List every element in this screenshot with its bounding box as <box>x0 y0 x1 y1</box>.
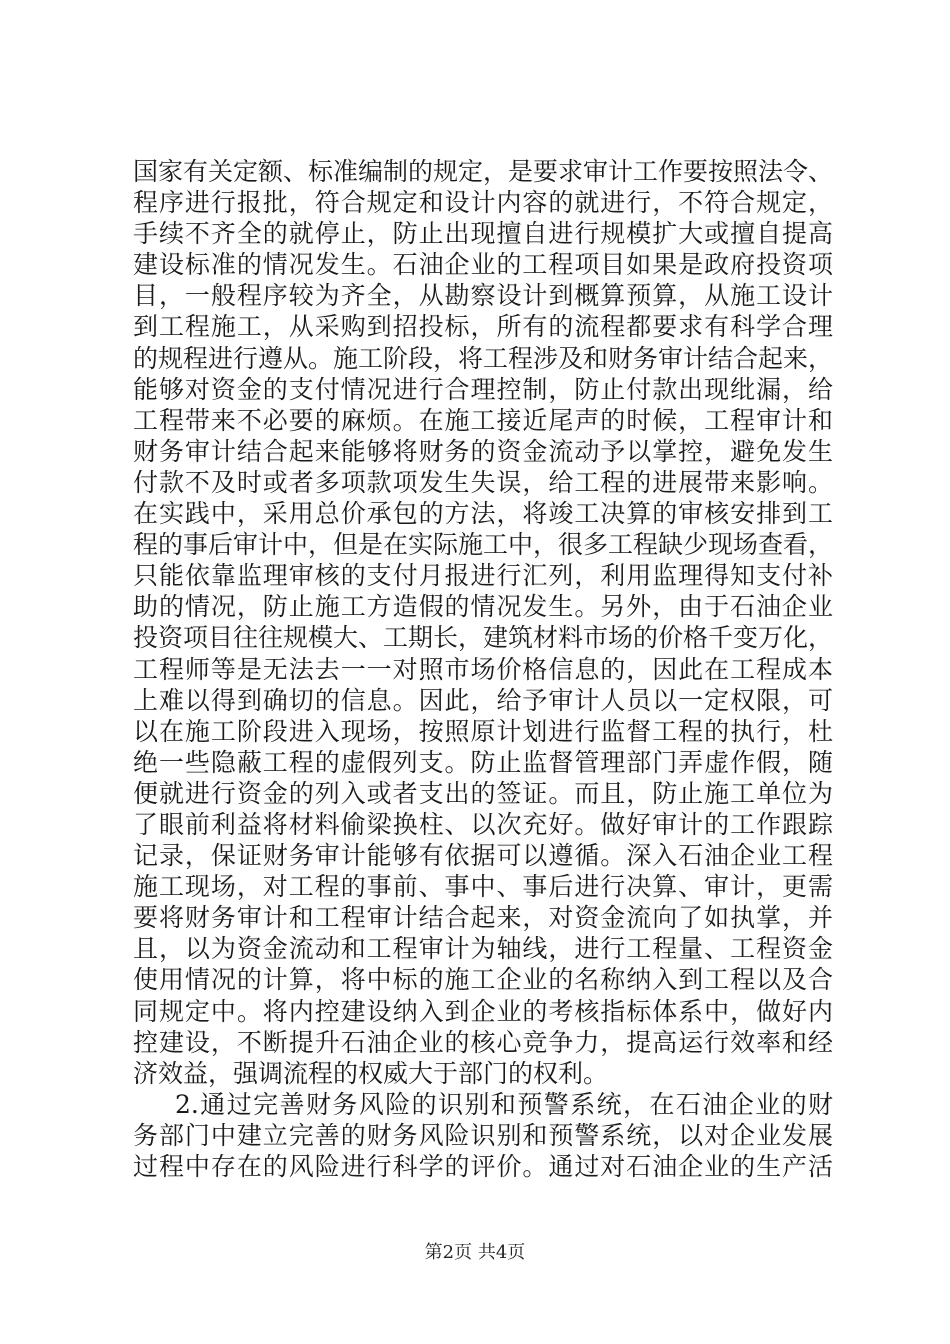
text-line: 要将财务审计和工程审计结合起来，对资金流向了如执掌，并 <box>133 903 833 933</box>
text-line: 工程带来不必要的麻烦。在施工接近尾声的时候，工程审计和 <box>133 405 833 435</box>
body-text <box>133 156 833 1182</box>
text-line: 能够对资金的支付情况进行合理控制，防止付款出现纰漏，给 <box>133 374 833 404</box>
text-line: 在实践中，采用总价承包的方法，将竣工决算的审核安排到工 <box>133 499 833 529</box>
text-line: 财务审计结合起来能够将财务的资金流动予以掌控，避免发生 <box>133 436 833 466</box>
text-line: 国家有关定额、标准编制的规定，是要求审计工作要按照法令、 <box>133 157 833 186</box>
text-line: 建设标准的情况发生。石油企业的工程项目如果是政府投资项 <box>133 250 833 280</box>
text-line: 助的情况，防止施工方造假的情况发生。另外，由于石油企业 <box>133 592 833 622</box>
text-line: 目，一般程序较为齐全，从勘察设计到概算预算，从施工设计 <box>133 281 833 311</box>
text-line: 控建设，不断提升石油企业的核心竞争力，提高运行效率和经 <box>133 1027 833 1057</box>
text-line: 上难以得到确切的信息。因此，给予审计人员以一定权限，可 <box>133 685 833 715</box>
text-line: 程序进行报批，符合规定和设计内容的就进行，不符合规定， <box>133 188 833 218</box>
text-line: 付款不及时或者多项款项发生失误，给工程的进展带来影响。 <box>133 467 833 497</box>
text-line: 施工现场，对工程的事前、事中、事后进行决算、审计，更需 <box>133 872 833 902</box>
text-line: 工程师等是无法去一一对照市场价格信息的，因此在工程成本 <box>133 654 833 684</box>
text-line: 只能依靠监理审核的支付月报进行汇列，利用监理得知支付补 <box>133 561 833 591</box>
text-line: 务部门中建立完善的财务风险识别和预警系统，以对企业发展 <box>133 1120 833 1150</box>
text-line: 投资项目往往规模大、工期长，建筑材料市场的价格千变万化， <box>133 623 833 653</box>
text-line: 过程中存在的风险进行科学的评价。通过对石油企业的生产活 <box>133 1152 833 1181</box>
paragraph-end-line: 济效益，强调流程的权威大于部门的权利。 <box>133 1058 609 1088</box>
text-line: 便就进行资金的列入或者支出的签证。而且，防止施工单位为 <box>133 778 833 808</box>
text-line: 手续不齐全的就停止，防止出现擅自进行规模扩大或擅自提高 <box>133 219 833 249</box>
text-line: 程的事后审计中，但是在实际施工中，很多工程缺少现场查看， <box>133 530 833 560</box>
text-line: 以在施工阶段进入现场，按照原计划进行监督工程的执行，杜 <box>133 716 833 746</box>
text-line: 了眼前利益将材料偷梁换柱、以次充好。做好审计的工作跟踪 <box>133 809 833 839</box>
text-line: 到工程施工，从采购到招投标，所有的流程都要求有科学合理 <box>133 312 833 342</box>
text-line: 的规程进行遵从。施工阶段，将工程涉及和财务审计结合起来， <box>133 343 833 373</box>
text-line: 且，以为资金流动和工程审计为轴线，进行工程量、工程资金 <box>133 934 833 964</box>
text-line: 同规定中。将内控建设纳入到企业的考核指标体系中，做好内 <box>133 996 833 1026</box>
text-line: 使用情况的计算，将中标的施工企业的名称纳入到工程以及合 <box>133 965 833 995</box>
text-line: 记录，保证财务审计能够有依据可以遵循。深入石油企业工程 <box>133 841 833 871</box>
page-number-footer: 第2页 共4页 <box>424 1242 526 1263</box>
paragraph-start-line: 2.通过完善财务风险的识别和预警系统，在石油企业的财 <box>175 1089 833 1119</box>
text-line: 绝一些隐蔽工程的虚假列支。防止监督管理部门弄虚作假，随 <box>133 747 833 777</box>
